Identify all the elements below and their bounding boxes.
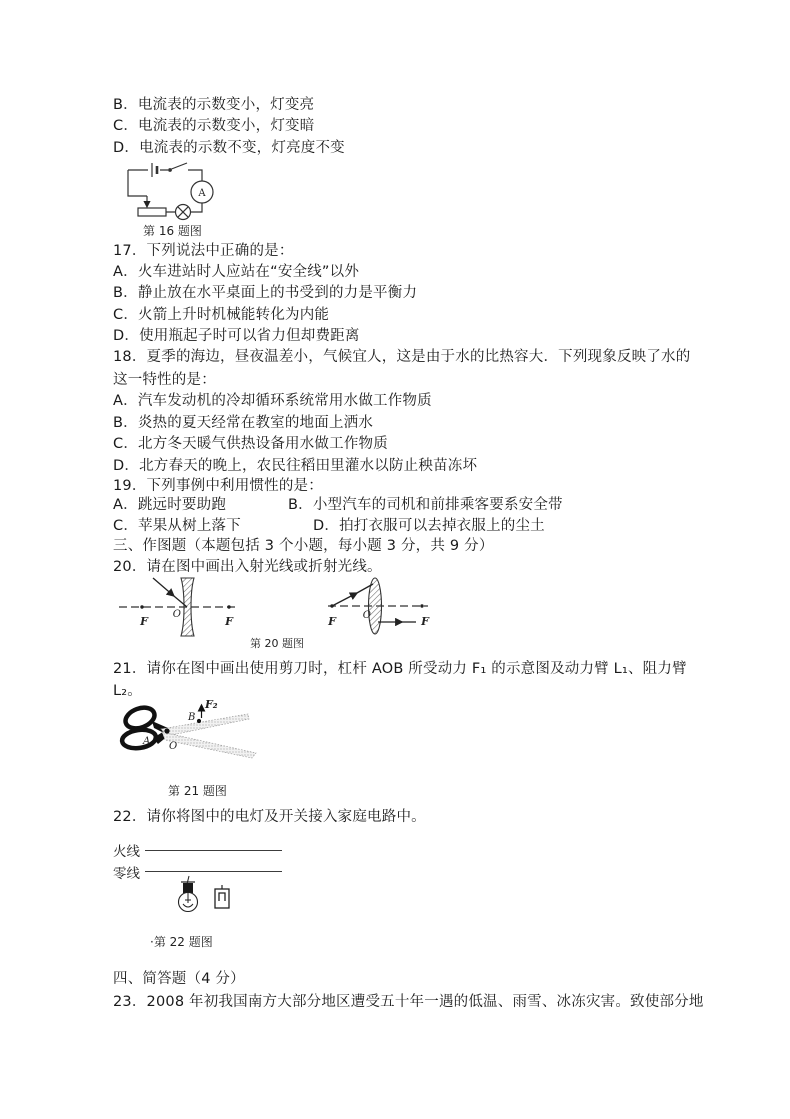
ammeter-icon (191, 181, 213, 203)
focus-label-right: F (421, 615, 429, 628)
q23-stem: 23．2008 年初我国南方大部分地区遭受五十年一遇的低温、雨雪、冰冻灾害。致使部分地 (113, 994, 704, 1010)
q16-figure-caption: 第 16 题图 (143, 224, 202, 238)
q19-option-b: B．小型汽车的司机和前排乘客要系安全带 (288, 497, 563, 513)
q20-lens-figure (115, 570, 505, 642)
ammeter-label: A (198, 188, 206, 199)
q16-option-c: C．电流表的示数变小，灯变暗 (113, 118, 315, 134)
wall-switch-icon (212, 884, 232, 910)
q20-left-diagram (119, 578, 237, 636)
focus-dot (420, 604, 423, 607)
label-a: A (143, 736, 151, 747)
label-b: B (188, 712, 196, 723)
focus-label-right: F (225, 615, 233, 628)
q16-circuit-figure (120, 162, 232, 224)
rheostat-icon (138, 196, 166, 216)
focus-label-left: F (140, 615, 148, 628)
incident-ray (332, 594, 356, 607)
live-wire-line (145, 850, 282, 851)
switch-icon (169, 163, 187, 171)
point-b-dot (197, 719, 201, 723)
convex-lens-icon (369, 578, 382, 634)
neutral-wire-label: 零线 (113, 866, 140, 882)
live-wire-label: 火线 (113, 844, 140, 860)
q17-option-c: C．火箭上升时机械能转化为内能 (113, 307, 330, 323)
q18-stem-line1: 18．夏季的海边，昼夜温差小，气候宜人，这是由于水的比热容大．下列现象反映了水的 (113, 349, 691, 365)
q20-right-diagram (327, 578, 430, 634)
q17-option-a: A．火车进站时人应站在“安全线”以外 (113, 264, 360, 280)
q18-option-b: B．炎热的夏天经常在教室的地面上洒水 (113, 415, 374, 431)
q21-scissors-figure (115, 697, 315, 782)
q18-option-c: C．北方冬天暖气供热设备用水做工作物质 (113, 436, 388, 452)
label-o: O (169, 741, 178, 752)
neutral-wire-line (145, 871, 282, 872)
q17-option-b: B．静止放在水平桌面上的书受到的力是平衡力 (113, 285, 418, 301)
q17-option-d: D．使用瓶起子时可以省力但却费距离 (113, 328, 360, 344)
q21-figure-caption: 第 21 题图 (168, 784, 227, 798)
q16-option-b: B．电流表的示数变小，灯变亮 (113, 97, 315, 113)
q19-option-c: C．苹果从树上落下 (113, 518, 241, 534)
q20-stem: 20．请在图中画出入射光线或折射光线。 (113, 559, 382, 575)
focus-dot (227, 605, 230, 608)
battery-icon (152, 163, 157, 177)
label-f2: F₂ (205, 698, 218, 711)
scissors-lower-handle (121, 728, 157, 751)
q22-figure-caption: ·第 22 题图 (150, 935, 213, 949)
q18-option-a: A．汽车发动机的冷却循环系统常用水做工作物质 (113, 393, 432, 409)
q22-stem: 22．请你将图中的电灯及开关接入家庭电路中。 (113, 809, 426, 825)
q19-stem: 19．下列事例中利用惯性的是： (113, 478, 323, 494)
q17-stem: 17．下列说法中正确的是： (113, 243, 294, 259)
optical-center-label: O (362, 610, 371, 621)
focus-label-left: F (328, 615, 336, 628)
q21-stem-line1: 21．请你在图中画出使用剪刀时，杠杆 AOB 所受动力 F₁ 的示意图及动力臂 L₁、阻力臂 (113, 661, 687, 677)
q18-stem-line2: 这一特性的是： (113, 372, 216, 388)
q20-figure-caption: 第 20 题图 (250, 637, 304, 650)
optical-center-label: O (172, 609, 181, 620)
lamp-icon (176, 205, 191, 220)
pivot-dot (164, 728, 169, 733)
q19-option-d: D．拍打衣服可以去掉衣服上的尘土 (313, 518, 545, 534)
section3-heading: 三、作图题（本题包括 3 个小题，每小题 3 分，共 9 分） (113, 538, 494, 554)
q18-option-d: D．北方春天的晚上，农民往稻田里灌水以防止秧苗冻坏 (113, 458, 478, 474)
pendant-bulb-icon (173, 876, 203, 916)
focus-dot (140, 605, 143, 608)
q16-option-d: D．电流表的示数不变，灯亮度不变 (113, 140, 345, 156)
q19-option-a: A．跳远时要助跑 (113, 497, 227, 513)
q21-stem-line2: L₂。 (113, 683, 142, 699)
section4-heading: 四、简答题（4 分） (113, 971, 245, 987)
incident-ray (153, 578, 173, 595)
scissors-upper-blade (161, 714, 249, 736)
